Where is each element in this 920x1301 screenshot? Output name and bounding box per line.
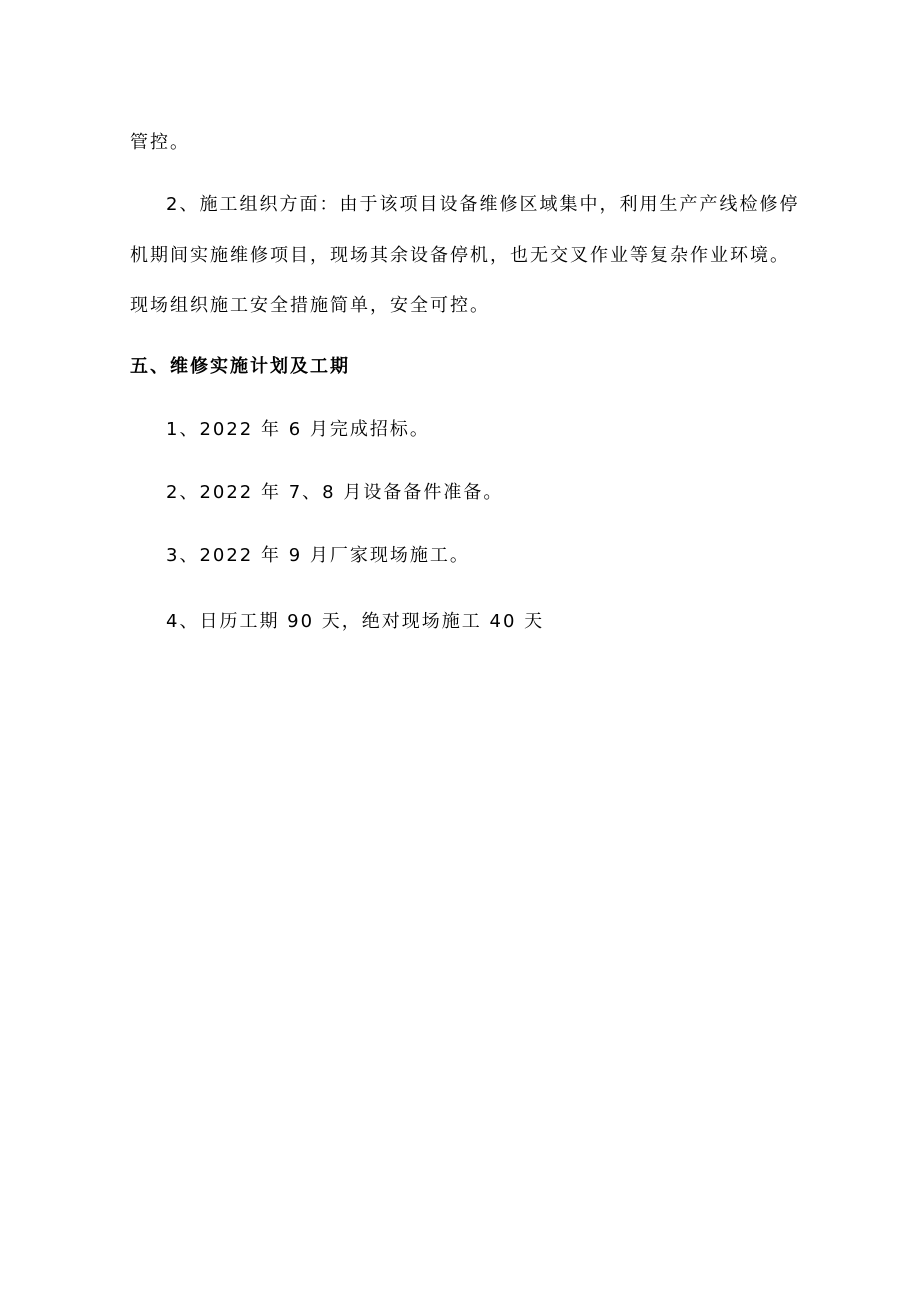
schedule-item-1: 1、2022 年 6 月完成招标。 [166,419,430,440]
schedule-item-3: 3、2022 年 9 月厂家现场施工。 [166,545,470,566]
schedule-item-4: 4、日历工期 90 天，绝对现场施工 40 天 [166,611,545,632]
schedule-item-2: 2、2022 年 7、8 月设备备件准备。 [166,482,504,503]
item-2-line-2: 机期间实施维修项目，现场其余设备停机，也无交叉作业等复杂作业环境。 [130,245,790,266]
section-heading: 五、维修实施计划及工期 [130,356,350,377]
item-2-line-1: 2、施工组织方面：由于该项目设备维修区域集中，利用生产产线检修停 [166,194,800,215]
item-2-line-3: 现场组织施工安全措施简单，安全可控。 [130,295,490,316]
paragraph-continuation: 管控。 [130,132,190,153]
